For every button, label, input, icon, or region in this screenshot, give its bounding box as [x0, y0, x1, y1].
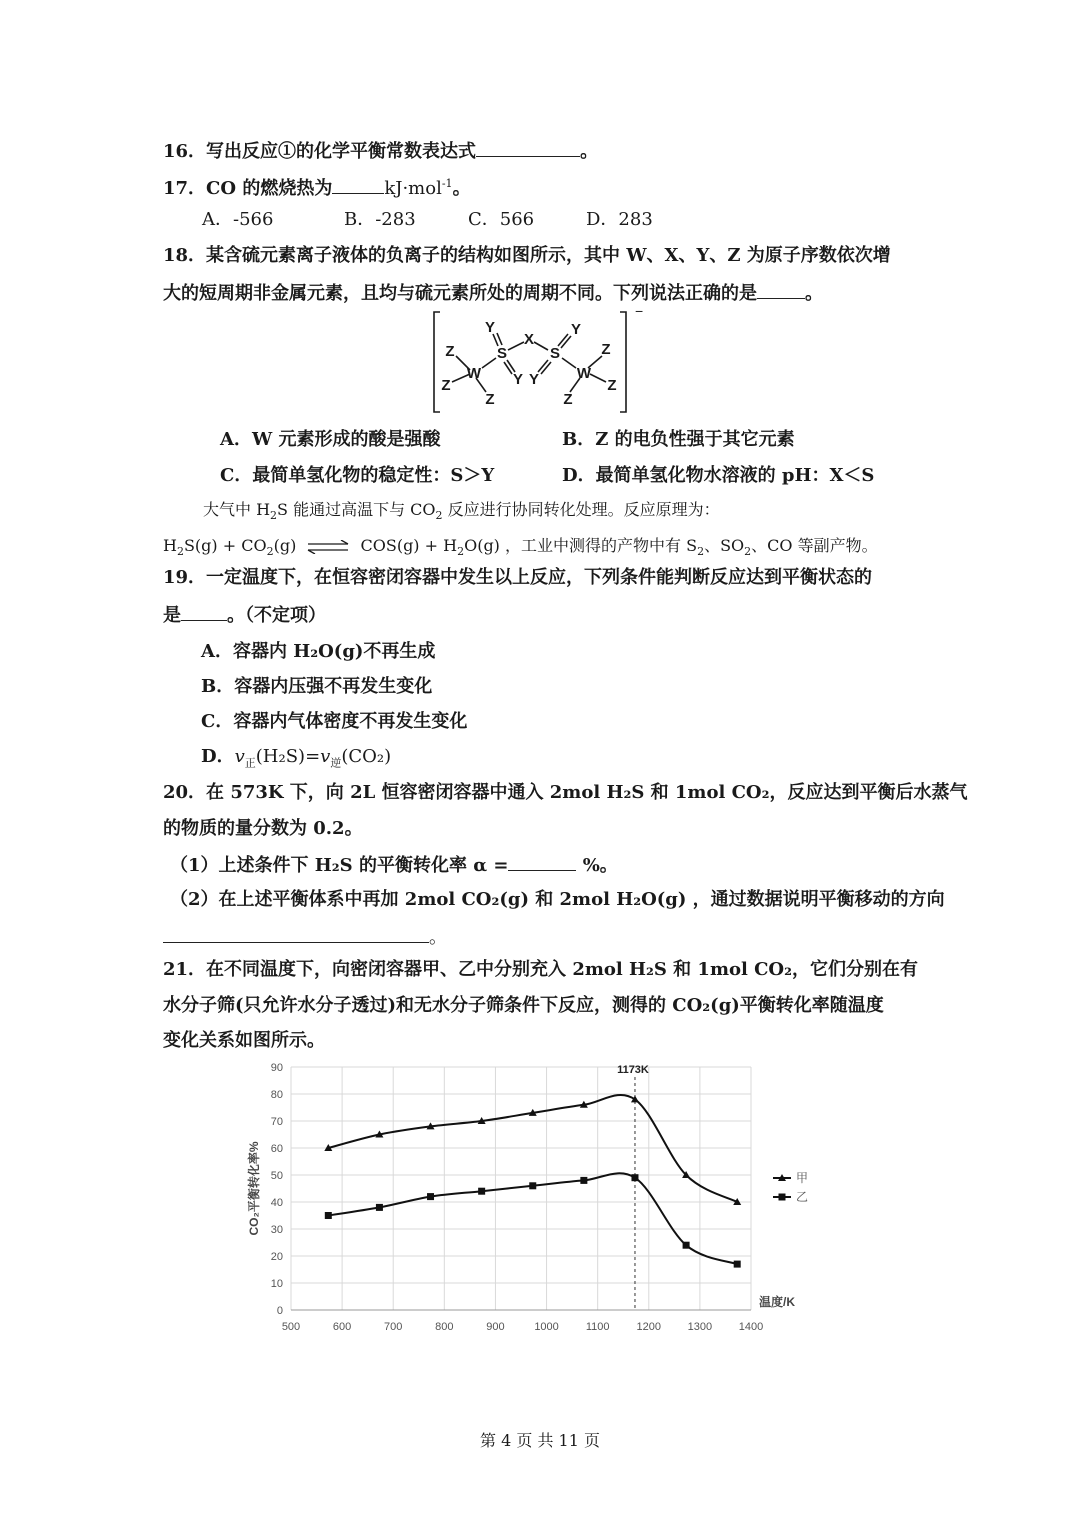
subscript: 2 — [744, 545, 752, 559]
question-19-line2 — [163, 602, 326, 628]
atom-w: W — [576, 365, 592, 382]
rate-symbol: v — [234, 746, 245, 767]
x-tick-label: 900 — [486, 1321, 505, 1333]
atom-z: Z — [485, 391, 495, 408]
atom-z: Z — [441, 377, 451, 394]
eq-text: (g) — [273, 536, 297, 555]
rate-symbol: v — [320, 746, 331, 767]
eq-text: 、CO 等副产物。 — [751, 536, 878, 555]
legend-label: 甲 — [796, 1171, 809, 1185]
y-tick-label: 0 — [276, 1305, 283, 1317]
option-b: B．-283 — [344, 209, 416, 230]
data-point — [580, 1177, 587, 1184]
atom-z: Z — [607, 377, 617, 394]
data-point — [325, 1212, 332, 1219]
option-c: C．最简单氢化物的稳定性：S＞Y — [220, 465, 495, 486]
question-20-line1: 20．在 573K 下，向 2L 恒容密闭容器中通入 2mol H₂S 和 1mol CO₂，反应达到平衡后水蒸气 — [163, 782, 968, 803]
option-label: D． — [201, 746, 235, 767]
punct: 。 — [580, 141, 599, 162]
answer-blank[interactable] — [476, 138, 580, 157]
y-tick-label: 40 — [270, 1197, 283, 1209]
x-tick-label: 800 — [435, 1321, 454, 1333]
y-tick-label: 70 — [270, 1116, 283, 1128]
answer-blank[interactable] — [163, 924, 429, 943]
subscript: 2 — [435, 509, 443, 523]
eq-text: 、SO — [704, 536, 745, 555]
question-18-text: 大的短周期非金属元素，且均与硫元素所处的周期不同。下列说法正确的是 — [163, 283, 757, 304]
option-text: (CO₂) — [341, 746, 392, 767]
answer-blank[interactable] — [181, 602, 227, 621]
subscript: 2 — [270, 509, 278, 523]
subscript: 2 — [697, 545, 705, 559]
atom-s: S — [549, 345, 561, 362]
answer-blank[interactable] — [757, 280, 805, 299]
data-point — [427, 1193, 434, 1200]
punct: 。 — [805, 283, 823, 304]
x-axis-label: 温度/K — [758, 1295, 796, 1309]
data-point — [376, 1204, 383, 1211]
question-17-text: 17．CO 的燃烧热为 — [163, 178, 333, 199]
atom-z: Z — [445, 343, 455, 360]
atom-y: Y — [528, 371, 540, 388]
question-20-answer — [163, 924, 447, 950]
subscript: 正 — [244, 756, 256, 770]
subscript: 逆 — [330, 756, 342, 770]
question-21-line1: 21．在不同温度下，向密闭容器甲、乙中分别充入 2mol H₂S 和 1mol CO₂，它们分别在有 — [163, 959, 918, 980]
question-19-text: 是 — [163, 605, 181, 626]
option-a: A．容器内 H₂O(g)不再生成 — [201, 641, 436, 662]
annotation-label: 1173K — [617, 1064, 649, 1076]
x-tick-label: 1100 — [585, 1321, 610, 1333]
data-point — [529, 1182, 536, 1189]
equilibrium-arrow-icon — [305, 540, 351, 554]
data-point — [631, 1095, 639, 1102]
chart-legend — [773, 1171, 808, 1204]
unit: kJ·mol — [384, 178, 442, 199]
x-tick-label: 1000 — [534, 1321, 559, 1333]
atom-s: S — [496, 345, 508, 362]
question-18-line2 — [163, 280, 823, 306]
page-footer: 第 4 页 共 11 页 — [480, 1431, 600, 1450]
atom-w: W — [466, 365, 482, 382]
y-tick-label: 10 — [270, 1278, 283, 1290]
option-text: (H₂S)= — [255, 746, 321, 767]
atom-x: X — [523, 331, 535, 348]
x-tick-label: 600 — [332, 1321, 352, 1333]
eq-text: S(g) + CO — [183, 536, 267, 555]
ion-charge: − — [635, 308, 644, 319]
x-tick-label: 500 — [281, 1321, 301, 1333]
legend-label: 乙 — [796, 1190, 809, 1204]
question-17 — [163, 172, 471, 201]
answer-blank[interactable] — [332, 175, 384, 194]
y-axis-label: CO₂平衡转化率% — [247, 1141, 261, 1236]
chart-axes — [246, 1062, 795, 1333]
question-16-text: 16．写出反应①的化学平衡常数表达式 — [163, 141, 477, 162]
option-d — [201, 745, 391, 776]
legend-marker — [779, 1194, 786, 1201]
y-tick-label: 80 — [270, 1089, 283, 1101]
y-tick-label: 50 — [270, 1170, 283, 1182]
question-21-line2: 水分子筛(只允许水分子透过)和无水分子筛条件下反应，测得的 CO₂(g)平衡转化率随温度 — [163, 995, 884, 1016]
anion-structure-diagram — [430, 308, 650, 418]
option-c: C．566 — [468, 209, 535, 230]
x-tick-label: 1400 — [738, 1321, 764, 1333]
unit-exponent: -1 — [441, 177, 453, 190]
question-18-line1: 18．某含硫元素离子液体的负离子的结构如图所示，其中 W、X、Y、Z 为原子序数依次增 — [163, 245, 891, 266]
y-tick-label: 30 — [270, 1224, 283, 1236]
atom-y: Y — [512, 371, 524, 388]
atom-y: Y — [484, 319, 496, 336]
right-bracket — [620, 312, 626, 412]
question-20-part1 — [170, 852, 618, 878]
reaction-equation — [163, 534, 878, 564]
data-point — [478, 1188, 485, 1195]
question-20-part2: （2）在上述平衡体系中再加 2mol CO₂(g) 和 2mol H₂O(g) ，通过数据说明平衡移动的方向 — [170, 889, 945, 910]
question-21-line3: 变化关系如图所示。 — [163, 1030, 325, 1051]
x-tick-label: 1300 — [687, 1321, 713, 1333]
option-a: A．-566 — [202, 209, 274, 230]
answer-blank[interactable] — [508, 852, 576, 871]
atom-z: Z — [563, 391, 573, 408]
data-point — [734, 1261, 741, 1268]
intro-text: 大气中 H — [203, 500, 271, 519]
eq-text: O(g) ，工业中测得的产物中有 S — [464, 536, 698, 555]
atom-y: Y — [570, 321, 582, 338]
option-c: C．容器内气体密度不再发生变化 — [201, 711, 468, 732]
y-tick-label: 60 — [270, 1143, 283, 1155]
x-tick-label: 1200 — [636, 1321, 662, 1333]
intro-text: 反应进行协同转化处理。反应原理为： — [442, 500, 720, 519]
x-tick-label: 700 — [384, 1321, 403, 1333]
punct: 。 — [429, 927, 447, 948]
atom-z: Z — [601, 341, 611, 358]
conversion-chart — [230, 1055, 820, 1345]
eq-text: H — [163, 536, 177, 555]
question-19-line1: 19．一定温度下，在恒容密闭容器中发生以上反应，下列条件能判断反应达到平衡状态的 — [163, 567, 873, 588]
question-19-text: 。（不定项） — [227, 605, 326, 626]
y-tick-label: 20 — [270, 1251, 283, 1263]
punct: 。 — [452, 178, 471, 199]
part-text: （1）上述条件下 H₂S 的平衡转化率 α = — [170, 855, 509, 876]
intro-text: S 能通过高温下与 CO — [277, 500, 436, 519]
subscript: 2 — [176, 545, 184, 559]
part-text: %。 — [576, 855, 618, 876]
question-16 — [163, 138, 598, 164]
reaction-intro — [203, 498, 720, 528]
subscript: 2 — [266, 545, 274, 559]
data-point — [683, 1242, 690, 1249]
option-a: A．W 元素形成的酸是强酸 — [220, 429, 441, 450]
left-bracket — [434, 312, 440, 412]
option-b: B．容器内压强不再发生变化 — [201, 676, 433, 697]
eq-text: COS(g) + H — [360, 536, 458, 555]
option-d: D．283 — [586, 209, 653, 230]
subscript: 2 — [457, 545, 465, 559]
option-d: D．最简单氢化物水溶液的 pH：X＜S — [562, 465, 875, 486]
option-b: B．Z 的电负性强于其它元素 — [562, 429, 795, 450]
data-point — [631, 1174, 638, 1181]
chart-grid — [291, 1067, 751, 1310]
y-tick-label: 90 — [270, 1062, 283, 1074]
question-20-line2: 的物质的量分数为 0.2。 — [163, 818, 363, 839]
